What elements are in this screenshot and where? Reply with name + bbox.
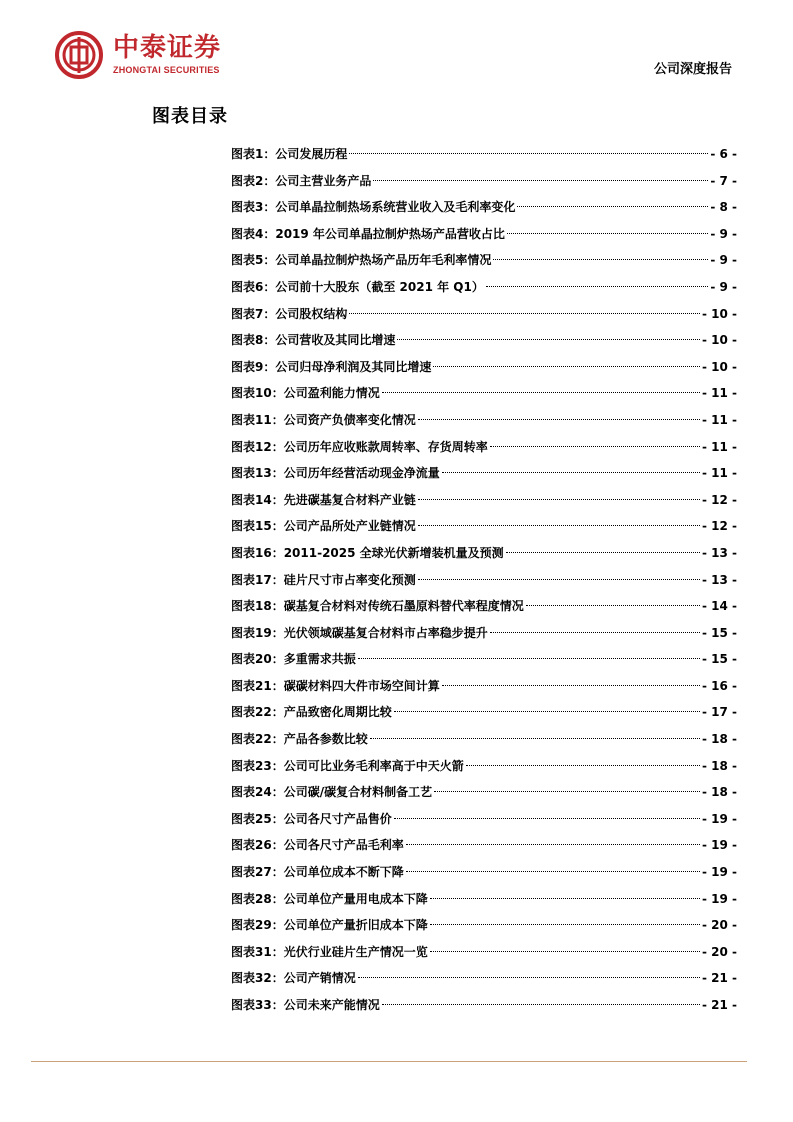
toc-dot-leader: [526, 605, 700, 606]
toc-entry-label: 图表28：公司单位产量用电成本下降: [231, 891, 428, 906]
toc-entry[interactable]: [231, 859, 737, 886]
toc-entry-page: - 20 -: [701, 944, 737, 959]
report-type-label: 公司深度报告: [653, 62, 732, 77]
toc-entry[interactable]: [231, 460, 737, 487]
toc-entry-label: 图表24：公司碳/碳复合材料制备工艺: [231, 785, 433, 800]
toc-entry-label: 图表22：产品致密化周期比较: [231, 705, 392, 720]
toc-entry[interactable]: [231, 939, 737, 966]
toc-dot-leader: [493, 259, 708, 260]
toc-entry[interactable]: [231, 327, 737, 354]
toc-entry-label: 图表3：公司单晶拉制热场系统营业收入及毛利率变化: [231, 200, 516, 215]
toc-entry[interactable]: [231, 301, 737, 328]
toc-entry-label: 图表21：碳碳材料四大件市场空间计算: [231, 678, 440, 693]
toc-dot-leader: [358, 977, 700, 978]
toc-entry-page: - 15 -: [701, 652, 737, 667]
toc-entry-page: - 13 -: [701, 572, 737, 587]
toc-entry-page: - 10 -: [701, 306, 737, 321]
toc-entry[interactable]: [231, 380, 737, 407]
toc-dot-leader: [406, 871, 700, 872]
toc-entry[interactable]: [231, 726, 737, 753]
toc-dot-leader: [358, 658, 700, 659]
toc-dot-leader: [397, 339, 700, 340]
toc-entry[interactable]: [231, 992, 737, 1019]
toc-entry-label: 图表4：2019 年公司单晶拉制炉热场产品营收占比: [231, 226, 505, 241]
toc-entry-page: - 19 -: [701, 811, 737, 826]
toc-entry-label: 图表2：公司主营业务产品: [231, 173, 372, 188]
toc-entry-page: - 13 -: [701, 545, 737, 560]
toc-dot-leader: [394, 711, 700, 712]
toc-dot-leader: [517, 206, 708, 207]
toc-dot-leader: [382, 1004, 700, 1005]
logo-chinese-name: 中泰证券: [113, 33, 222, 63]
toc-entry[interactable]: [231, 699, 737, 726]
toc-title: 图表目录: [152, 106, 228, 127]
toc-entry[interactable]: [231, 832, 737, 859]
toc-entry[interactable]: [231, 141, 737, 168]
toc-entry-page: - 9 -: [710, 253, 737, 268]
toc-entry-page: - 9 -: [710, 279, 737, 294]
toc-entry[interactable]: [231, 673, 737, 700]
toc-entry[interactable]: [231, 168, 737, 195]
toc-entry-label: 图表27：公司单位成本不断下降: [231, 865, 404, 880]
toc-dot-leader: [430, 898, 700, 899]
toc-dot-leader: [418, 525, 700, 526]
toc-entry-page: - 16 -: [701, 678, 737, 693]
toc-dot-leader: [373, 180, 708, 181]
toc-dot-leader: [433, 366, 700, 367]
toc-entry-page: - 21 -: [701, 971, 737, 986]
toc-entry[interactable]: [231, 247, 737, 274]
toc-entry-label: 图表13：公司历年经营活动现金净流量: [231, 466, 440, 481]
toc-dot-leader: [418, 499, 700, 500]
toc-entry-label: 图表18：碳基复合材料对传统石墨原料替代率程度情况: [231, 599, 524, 614]
toc-entry[interactable]: [231, 274, 737, 301]
toc-entry-label: 图表10：公司盈利能力情况: [231, 386, 380, 401]
toc-entry-page: - 11 -: [701, 466, 737, 481]
toc-dot-leader: [506, 552, 700, 553]
toc-entry[interactable]: [231, 965, 737, 992]
toc-entry-label: 图表9：公司归母净利润及其同比增速: [231, 359, 432, 374]
toc-entry-page: - 10 -: [701, 333, 737, 348]
toc-entry[interactable]: [231, 912, 737, 939]
toc-entry[interactable]: [231, 194, 737, 221]
toc-entry-page: - 8 -: [710, 200, 737, 215]
toc-entry-label: 图表29：公司单位产量折旧成本下降: [231, 918, 428, 933]
toc-entry-page: - 11 -: [701, 412, 737, 427]
toc-entry[interactable]: [231, 646, 737, 673]
toc-entry[interactable]: [231, 354, 737, 381]
toc-dot-leader: [394, 818, 700, 819]
toc-entry-page: - 7 -: [710, 173, 737, 188]
toc-entry[interactable]: [231, 779, 737, 806]
company-logo: [55, 31, 255, 81]
toc-entry-label: 图表8：公司营收及其同比增速: [231, 333, 396, 348]
toc-dot-leader: [507, 233, 708, 234]
toc-dot-leader: [490, 446, 700, 447]
logo-english-name: ZHONGTAI SECURITIES: [113, 65, 220, 75]
toc-dot-leader: [434, 791, 700, 792]
toc-dot-leader: [430, 924, 700, 925]
toc-entry-label: 图表7：公司股权结构: [231, 306, 348, 321]
toc-entry-page: - 19 -: [701, 891, 737, 906]
toc-entry-label: 图表20：多重需求共振: [231, 652, 356, 667]
toc-dot-leader: [349, 153, 708, 154]
toc-entry[interactable]: [231, 806, 737, 833]
toc-entry-label: 图表15：公司产品所处产业链情况: [231, 519, 416, 534]
toc-entry-label: 图表12：公司历年应收账款周转率、存货周转率: [231, 439, 488, 454]
toc-entry-label: 图表25：公司各尺寸产品售价: [231, 811, 392, 826]
toc-entry-page: - 17 -: [701, 705, 737, 720]
toc-dot-leader: [430, 951, 700, 952]
toc-entry-label: 图表23：公司可比业务毛利率高于中天火箭: [231, 758, 464, 773]
toc-entry-page: - 18 -: [701, 732, 737, 747]
toc-entry-page: - 18 -: [701, 785, 737, 800]
toc-entry[interactable]: [231, 567, 737, 594]
footer-divider: [31, 1061, 747, 1062]
zhongtai-logo-icon: [55, 31, 103, 79]
toc-entry[interactable]: [231, 593, 737, 620]
toc-entry[interactable]: [231, 540, 737, 567]
toc-entry-page: - 10 -: [701, 359, 737, 374]
toc-entry-label: 图表1：公司发展历程: [231, 147, 348, 161]
toc-dot-leader: [442, 685, 700, 686]
toc-dot-leader: [349, 313, 700, 314]
toc-entry-page: - 11 -: [701, 386, 737, 401]
toc-entry[interactable]: [231, 886, 737, 913]
toc-entry-page: - 20 -: [701, 918, 737, 933]
toc-dot-leader: [466, 765, 700, 766]
toc-entry-label: 图表6：公司前十大股东（截至 2021 年 Q1）: [231, 279, 484, 294]
toc-entry-label: 图表11：公司资产负债率变化情况: [231, 412, 416, 427]
toc-entry-label: 图表19：光伏领域碳基复合材料市占率稳步提升: [231, 625, 488, 640]
toc-entry-page: - 19 -: [701, 838, 737, 853]
toc-dot-leader: [442, 472, 700, 473]
toc-entry-page: - 21 -: [701, 998, 737, 1012]
toc-entry[interactable]: [231, 513, 737, 540]
toc-entry[interactable]: [231, 434, 737, 461]
toc-entry-label: 图表33：公司未来产能情况: [231, 998, 380, 1012]
table-of-figures: [231, 141, 737, 1019]
toc-entry-label: 图表22：产品各参数比较: [231, 732, 368, 747]
toc-entry[interactable]: [231, 407, 737, 434]
toc-entry-label: 图表26：公司各尺寸产品毛利率: [231, 838, 404, 853]
toc-dot-leader: [406, 844, 700, 845]
toc-dot-leader: [370, 738, 700, 739]
toc-entry-label: 图表17：硅片尺寸市占率变化预测: [231, 572, 416, 587]
toc-entry-page: - 19 -: [701, 865, 737, 880]
toc-entry-page: - 9 -: [710, 226, 737, 241]
toc-dot-leader: [418, 579, 700, 580]
toc-entry-page: - 11 -: [701, 439, 737, 454]
toc-dot-leader: [486, 286, 708, 287]
toc-entry-label: 图表14：先进碳基复合材料产业链: [231, 492, 416, 507]
toc-entry-page: - 18 -: [701, 758, 737, 773]
toc-entry-label: 图表16：2011-2025 全球光伏新增装机量及预测: [231, 545, 504, 560]
toc-dot-leader: [490, 632, 700, 633]
toc-entry-page: - 12 -: [701, 519, 737, 534]
toc-entry-label: 图表5：公司单晶拉制炉热场产品历年毛利率情况: [231, 253, 492, 268]
toc-entry[interactable]: [231, 753, 737, 780]
toc-dot-leader: [418, 419, 700, 420]
toc-entry-page: - 12 -: [701, 492, 737, 507]
toc-entry-page: - 6 -: [710, 147, 737, 161]
toc-entry-page: - 14 -: [701, 599, 737, 614]
toc-entry[interactable]: [231, 487, 737, 514]
toc-entry-label: 图表32：公司产销情况: [231, 971, 356, 986]
toc-dot-leader: [382, 392, 700, 393]
toc-entry-label: 图表31：光伏行业硅片生产情况一览: [231, 944, 428, 959]
toc-entry[interactable]: [231, 620, 737, 647]
toc-entry[interactable]: [231, 221, 737, 248]
toc-entry-page: - 15 -: [701, 625, 737, 640]
